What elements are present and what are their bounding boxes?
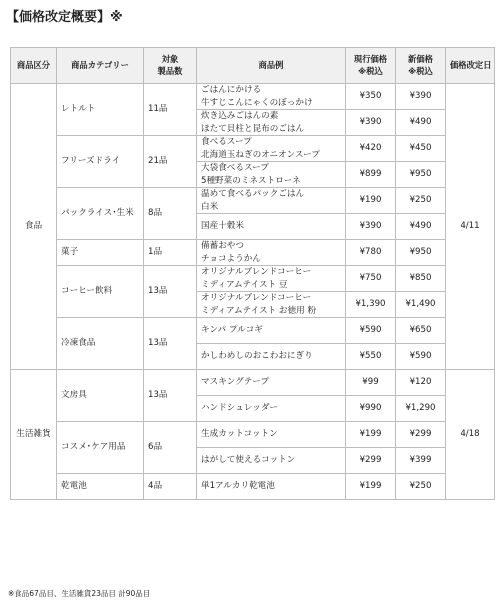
new-price-cell: ¥590 [396, 344, 446, 370]
current-price-cell: ¥1,390 [346, 292, 396, 318]
header-product-category: 商品カテゴリー [57, 48, 144, 84]
table-row [11, 474, 495, 500]
current-price-cell: ¥420 [346, 136, 396, 162]
new-price-cell: ¥250 [396, 188, 446, 214]
new-price-cell: ¥299 [396, 422, 446, 448]
product-count-cell: 11品 [144, 84, 197, 136]
page-title: 【価格改定概要】※ [6, 10, 123, 25]
category-cell: 生活雑貨 [11, 370, 57, 500]
category-cell: 食品 [11, 84, 57, 370]
table-header-row [11, 48, 495, 84]
product-example-cell [197, 370, 346, 396]
product-example-line: はがして使えるコットン [201, 455, 296, 466]
product-example-cell [197, 292, 346, 318]
product-example-cell [197, 136, 346, 162]
table-row [11, 240, 495, 266]
new-price-cell: ¥490 [396, 110, 446, 136]
current-price-cell: ¥199 [346, 422, 396, 448]
product-example-line: ミディアムテイスト 豆 [201, 279, 288, 290]
product-count-cell: 8品 [144, 188, 197, 240]
header-category: 商品区分 [11, 48, 57, 84]
table-row [11, 188, 495, 214]
product-example-cell [197, 396, 346, 422]
product-example-line: 白米 [201, 201, 219, 212]
product-example-line: 食べるスープ [201, 137, 252, 148]
new-price-cell: ¥650 [396, 318, 446, 344]
header-count-line1: 対象 [161, 54, 179, 65]
current-price-cell: ¥990 [346, 396, 396, 422]
table-row [11, 422, 495, 448]
new-price-cell: ¥850 [396, 266, 446, 292]
price-revision-table [10, 47, 495, 500]
product-count-cell: 6品 [144, 422, 197, 474]
revision-date-cell: 4/18 [446, 370, 495, 500]
new-price-cell: ¥950 [396, 162, 446, 188]
product-example-line: チョコようかん [201, 253, 261, 264]
current-price-cell: ¥190 [346, 188, 396, 214]
new-price-cell: ¥390 [396, 84, 446, 110]
current-price-cell: ¥590 [346, 318, 396, 344]
product-example-line: 北海道玉ねぎのオニオンスープ [201, 149, 320, 160]
product-example-line: 大袋食べるスープ [201, 163, 269, 174]
table-row [11, 84, 495, 110]
product-example-cell [197, 422, 346, 448]
product-example-cell [197, 214, 346, 240]
product-category-cell: コスメ･ケア用品 [57, 422, 144, 474]
product-category-cell: 文房具 [57, 370, 144, 422]
product-category-cell: 乾電池 [57, 474, 144, 500]
product-example-cell [197, 188, 346, 214]
product-example-cell [197, 240, 346, 266]
product-example-line: ミディアムテイスト お徳用 粉 [201, 305, 317, 316]
current-price-cell: ¥299 [346, 448, 396, 474]
current-price-cell: ¥390 [346, 214, 396, 240]
current-price-cell: ¥780 [346, 240, 396, 266]
product-category-cell: パックライス･生米 [57, 188, 144, 240]
header-count-line2: 製品数 [157, 65, 183, 76]
new-price-cell: ¥1,490 [396, 292, 446, 318]
product-count-cell: 1品 [144, 240, 197, 266]
new-price-cell: ¥450 [396, 136, 446, 162]
current-price-cell: ¥99 [346, 370, 396, 396]
current-price-cell: ¥199 [346, 474, 396, 500]
header-new-line1: 新価格 [408, 54, 433, 65]
product-count-cell: 4品 [144, 474, 197, 500]
product-example-cell [197, 448, 346, 474]
new-price-cell: ¥399 [396, 448, 446, 474]
current-price-cell: ¥550 [346, 344, 396, 370]
product-example-line: キンパ プルコギ [201, 325, 263, 336]
header-date: 価格改定日 [446, 48, 495, 84]
product-example-line: 国産十穀米 [201, 221, 244, 232]
header-example: 商品例 [197, 48, 346, 84]
product-category-cell: 冷凍食品 [57, 318, 144, 370]
product-example-cell [197, 266, 346, 292]
current-price-cell: ¥899 [346, 162, 396, 188]
product-example-line: マスキングテープ [201, 377, 270, 388]
current-price-cell: ¥350 [346, 84, 396, 110]
product-category-cell: 菓子 [57, 240, 144, 266]
product-example-line: 備蓄おやつ [201, 241, 244, 252]
product-example-cell [197, 162, 346, 188]
product-example-cell [197, 474, 346, 500]
product-category-cell: コーヒー飲料 [57, 266, 144, 318]
product-count-cell: 21品 [144, 136, 197, 188]
product-example-line: ハンドシュレッダー [201, 403, 279, 414]
product-example-cell [197, 84, 346, 110]
product-example-cell [197, 110, 346, 136]
product-example-line: かしわめしのおこわおにぎり [201, 351, 313, 362]
header-current-line2: ※税込 [358, 65, 383, 76]
product-example-line: オリジナルブレンドコーヒー [201, 267, 312, 278]
product-example-line: 5種野菜のミネストローネ [201, 175, 301, 186]
product-example-line: ごはんにかける [201, 85, 262, 96]
new-price-cell: ¥950 [396, 240, 446, 266]
new-price-cell: ¥250 [396, 474, 446, 500]
product-count-cell: 13品 [144, 318, 197, 370]
new-price-cell: ¥1,290 [396, 396, 446, 422]
new-price-cell: ¥490 [396, 214, 446, 240]
product-example-cell [197, 318, 346, 344]
product-example-line: 温めて食べるパックごはん [201, 189, 305, 200]
header-current-price [346, 48, 396, 84]
table-row [11, 266, 495, 292]
product-example-line: 単1アルカリ乾電池 [201, 481, 275, 492]
new-price-cell: ¥120 [396, 370, 446, 396]
product-example-line: オリジナルブレンドコーヒー [201, 293, 312, 304]
product-example-line: 牛すじこんにゃくのぼっかけ [201, 97, 313, 108]
product-count-cell: 13品 [144, 370, 197, 422]
header-count [144, 48, 197, 84]
product-example-line: ほたて貝柱と昆布のごはん [201, 123, 305, 134]
header-current-line1: 現行価格 [353, 54, 388, 65]
current-price-cell: ¥390 [346, 110, 396, 136]
table-row [11, 318, 495, 344]
table-row [11, 136, 495, 162]
current-price-cell: ¥750 [346, 266, 396, 292]
revision-date-cell: 4/11 [446, 84, 495, 370]
product-example-line: 炊き込みごはんの素 [201, 111, 279, 122]
footnote: ※食品67品目、生活雑貨23品目 計90品目 [8, 589, 151, 598]
product-category-cell: レトルト [57, 84, 144, 136]
table-body [11, 84, 495, 500]
product-example-cell [197, 344, 346, 370]
product-category-cell: フリーズドライ [57, 136, 144, 188]
table-row [11, 370, 495, 396]
header-new-line2: ※税込 [408, 65, 433, 76]
product-count-cell: 13品 [144, 266, 197, 318]
header-new-price [396, 48, 446, 84]
product-example-line: 生成カットコットン [201, 429, 278, 440]
